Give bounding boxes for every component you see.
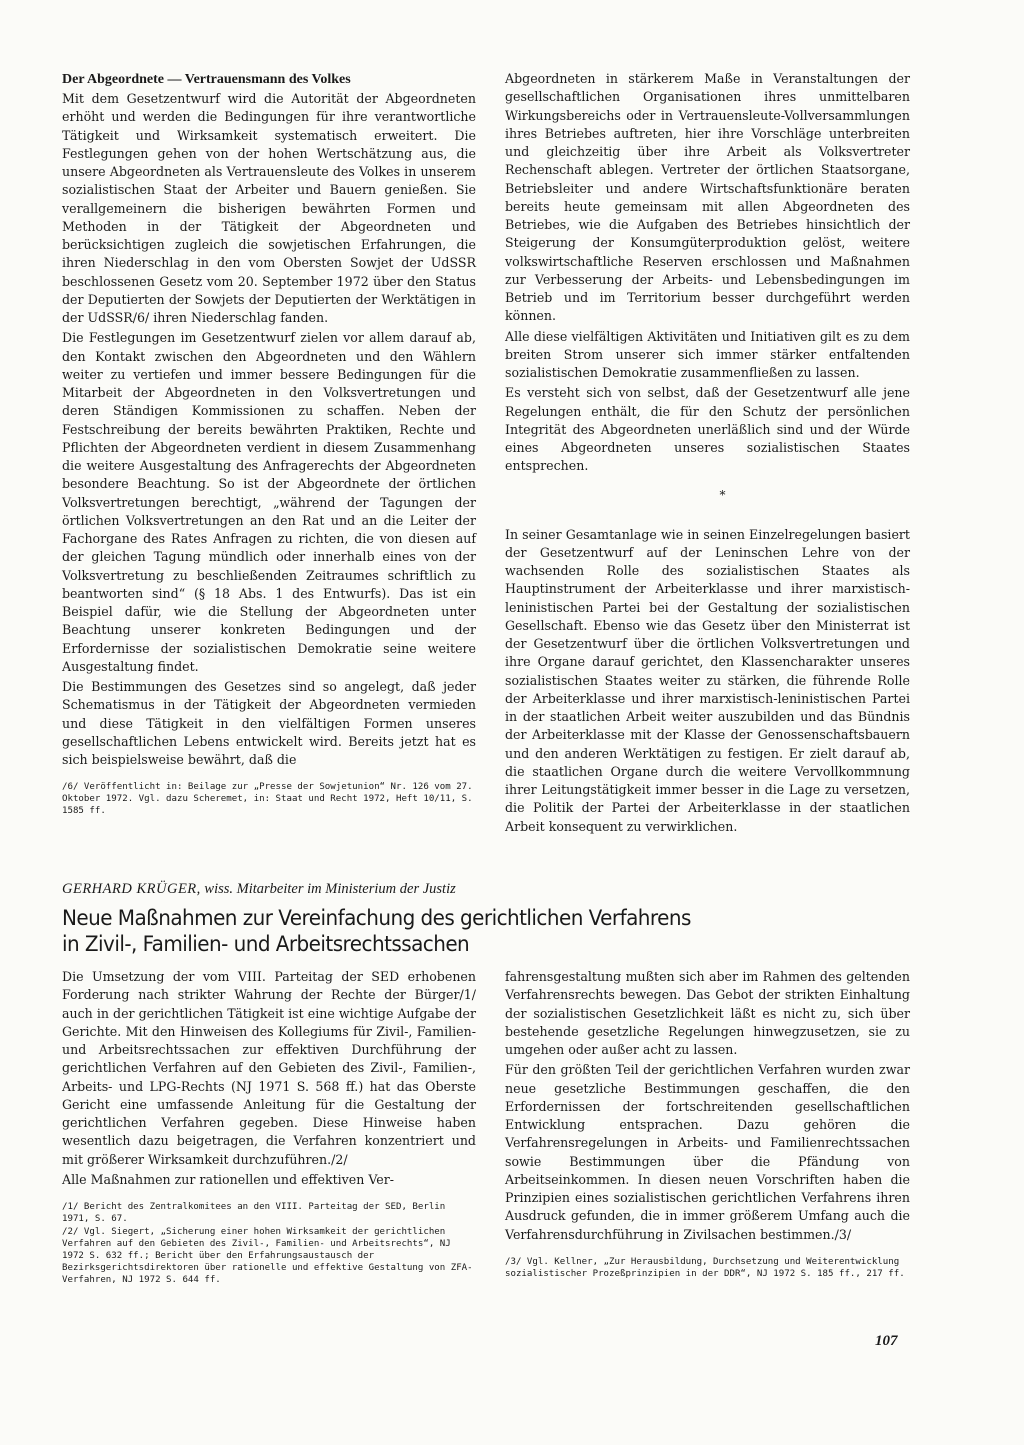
paragraph: Mit dem Gesetzentwurf wird die Autorität der Abgeordneten erhöht und werden die Bedingungen für ihre verantwortliche Tätigkeit und Wirksamkeit systematisch erweitert. Die Festlegungen gehen von der hohen Wertschätzung aus, die unsere Abgeordneten als Vertrauensleute des Volkes in unserem sozialistischen Staat der Arbeiter und Bauern genießen. Sie verallgemeinern die bisherigen bewährten Formen und Methoden in der Tätigkeit der Abgeordneten und berücksichtigen zugleich die sowjetischen Erfahrungen, die ihren Niederschlag in den vom Obersten Sowjet der UdSSR beschlossenen Gesetz vom 20. September 1972 über den Status der Deputierten der Sowjets der Deputierten der Werktätigen in der UdSSR/6/ ihren Niederschlag fanden. [62, 91, 476, 325]
column-upper-left [62, 70, 476, 817]
footnote-3: /3/ Vgl. Kellner, „Zur Herausbildung, Durchsetzung und Weiterentwicklung sozialistischer Prozeßprinzipien in der DDR“, NJ 1972 S. 185 ff., 217 ff. [505, 1256, 905, 1279]
article-byline [62, 880, 912, 898]
paragraph: Die Festlegungen im Gesetzentwurf zielen vor allem darauf ab, den Kontakt zwischen den Abgeordneten und den Wählern weiter zu vertiefen und immer bessere Bedingungen für die Mitarbeit der Abgeordneten in den Volksvertretungen und deren Ständigen Kommissionen zu schaffen. Neben der Festschreibung der bereits bewährten Praktiken, Rechte und Pflichten der Abgeordneten verdient in diesem Zusammenhang die weitere Ausgestaltung des Anfragerechts der Abgeordneten besondere Beachtung. So ist der Abgeordnete der örtlichen Volksvertretungen berechtigt, „während der Tagungen der örtlichen Volksvertretungen an den Rat und an die Leiter der Fachorgane des Rates Anfragen zu richten, die von diesen auf der gleichen Tagung mündlich oder innerhalb eines von der Volksvertretung zu beschließenden Zeitraumes schriftlich zu beantworten sind“ (§ 18 Abs. 1 des Entwurfs). Das ist ein Beispiel dafür, wie die Stellung der Abgeordneten unter Beachtung unserer konkreten Bedingungen und der Erfordernisse der sozialistischen Demokratie seine weitere Ausgestaltung findet. [62, 330, 476, 674]
paragraph: Alle Maßnahmen zur rationellen und effektiven Ver- [62, 1171, 395, 1187]
page-number: 107 [875, 1333, 898, 1349]
footnote-6: /6/ Veröffentlicht in: Beilage zur „Presse der Sowjetunion“ Nr. 126 vom 27. Oktober 1972. Vgl. dazu Scheremet, in: Staat und Recht 1972, Heft 10/11, S. 1585 ff. [62, 782, 473, 817]
column-upper-right [505, 70, 910, 836]
section-separator: * [719, 487, 726, 502]
author-name: GERHARD KRÜGER, [62, 881, 201, 897]
paragraph: Es versteht sich von selbst, daß der Gesetzentwurf alle jene Regelungen enthält, die für den Schutz der persönlichen Integrität des Abgeordneten unerläßlich sind und der Würde eines Abgeordneten unseres sozialistischen Staates entsprechen. [505, 385, 910, 474]
article-title [62, 906, 862, 958]
section-heading: Der Abgeordnete — Vertrauensmann des Volkes [62, 72, 351, 87]
paragraph: Alle diese vielfältigen Aktivitäten und Initiativen gilt es zu dem breiten Strom unserer sich immer stärker entfaltenden sozialistischen Demokratie zusammenfließen zu lassen. [505, 328, 910, 380]
paragraph: fahrensgestaltung mußten sich aber im Rahmen des geltenden Verfahrensrechts bewegen. Das Gebot der strikten Einhaltung der sozialistischen Gesetzlichkeit läßt es nicht zu, sich über bestehende gesetzliche Regelungen hinwegzusetzen, sie zu umgehen oder außer acht zu lassen. [505, 969, 910, 1057]
footnotes [62, 781, 476, 817]
title-line-2: in Zivil-, Familien- und Arbeitsrechtssachen [62, 932, 470, 957]
paragraph: In seiner Gesamtanlage wie in seinen Einzelregelungen basiert der Gesetzentwurf auf der Leninschen Lehre von der wachsenden Rolle des sozialistischen Staates als Hauptinstrument der Arbeiterklasse und ihrer marxistisch-leninistischen Partei bei der Gestaltung der sozialistischen Gesellschaft. Ebenso wie das Gesetz über den Ministerrat ist der Gesetzentwurf über die örtlichen Volksvertretungen und ihre Organe darauf gerichtet, den Klassencharakter unseres sozialistischen Staates weiter zu stärken, die führende Rolle der Arbeiterklasse und ihrer marxistisch-leninistischen Partei in der staatlichen Arbeit weiter auszubilden und das Bündnis der Arbeiterklasse mit der Klasse der Genossenschaftsbauern und den anderen Werktätigen zu festigen. Er zielt darauf ab, die staatlichen Organe durch die weitere Vervollkommnung ihrer Leitungstätigkeit immer besser in die Lage zu versetzen, die Politik der Partei der Arbeiterklasse in der staatlichen Arbeit konsequent zu verwirklichen. [505, 526, 910, 834]
footnotes [505, 1256, 910, 1280]
footnote-1: /1/ Bericht des Zentralkomitees an den VIII. Parteitag der SED, Berlin 1971, S. 67. [62, 1202, 446, 1224]
column-lower-right [505, 968, 910, 1280]
footnote-2: /2/ Vgl. Siegert, „Sicherung einer hohen Wirksamkeit der gerichtlichen Verfahren auf den Gebieten des Zivil-, Familien- und Arbeitsrechts“, NJ 1972 S. 632 ff.; Bericht über den Erfahrungsaustausch der Bezirksgerichtsdirektoren über rationelle und effektive Gestaltung von ZFA-Verfahren, NJ 1972 S. 644 ff. [62, 1227, 473, 1285]
paragraph: Abgeordneten in stärkerem Maße in Veranstaltungen der gesellschaftlichen Organisationen ihres unmittelbaren Wirkungsbereichs oder in Vertrauensleute-Vollversammlungen ihres Betriebes auftreten, hier ihre Vorschläge unterbreiten und gleichzeitig über ihre Arbeit als Volksvertreter Rechenschaft ablegen. Vertreter der örtlichen Staatsorgane, Betriebsleiter und andere Wirtschaftsfunktionäre beraten bereits heute gemeinsam mit allen Abgeordneten des Betriebes, wie die Aufgaben des Betriebes hinsichtlich der Steigerung der Konsumgüterproduktion gelöst, weitere volkswirtschaftliche Reserven erschlossen und Maßnahmen zur Verbesserung der Arbeits- und Lebensbedingungen im Betrieb und im Territorium besser durchgeführt werden können. [505, 71, 910, 324]
footnotes [62, 1201, 476, 1286]
column-lower-left [62, 968, 476, 1286]
paragraph: Die Bestimmungen des Gesetzes sind so angelegt, daß jeder Schematismus in der Tätigkeit der Abgeordneten vermieden und diese Tätigkeit in den vielfältigen Formen unseres gesellschaftlichen Lebens entwickelt wird. Bereits jetzt hat es sich beispielsweise bewährt, daß die [62, 679, 476, 767]
paragraph: Die Umsetzung der vom VIII. Parteitag der SED erhobenen Forderung nach strikter Wahrung der Rechte der Bürger/1/ auch in der gerichtlichen Tätigkeit ist eine wichtige Aufgabe der Gerichte. Mit den Hinweisen des Kollegiums für Zivil-, Familien- und Arbeitsrechtssachen zur effektiven Durchführung der gerichtlichen Verfahren auf den Gebieten des Zivil-, Familien-, Arbeits- und LPG-Rechts (NJ 1971 S. 568 ff.) hat das Oberste Gericht eine umfassende Anleitung für die Gestaltung der gerichtlichen Verfahren gegeben. Diese Hinweise haben wesentlich dazu beigetragen, die Verfahren konzentriert und mit größerer Wirksamkeit durchzuführen./2/ [62, 969, 476, 1167]
title-line-1: Neue Maßnahmen zur Vereinfachung des gerichtlichen Verfahrens [62, 906, 691, 931]
paragraph: Für den größten Teil der gerichtlichen Verfahren wurden zwar neue gesetzliche Bestimmungen geschaffen, die den Erfordernissen der fortschreitenden gesellschaftlichen Entwicklung entsprachen. Dazu gehören die Verfahrensregelungen in Arbeits- und Familienrechtssachen sowie Bestimmungen über die Pfändung von Arbeitseinkommen. In diesen neuen Vorschriften haben die Prinzipien eines sozialistischen gerichtlichen Verfahrens ihren Ausdruck gefunden, die in immer größerem Umfang auch die Verfahrensdurchführung in Zivilsachen bestimmen./3/ [505, 1062, 910, 1242]
author-role: wiss. Mitarbeiter im Ministerium der Justiz [204, 881, 456, 897]
